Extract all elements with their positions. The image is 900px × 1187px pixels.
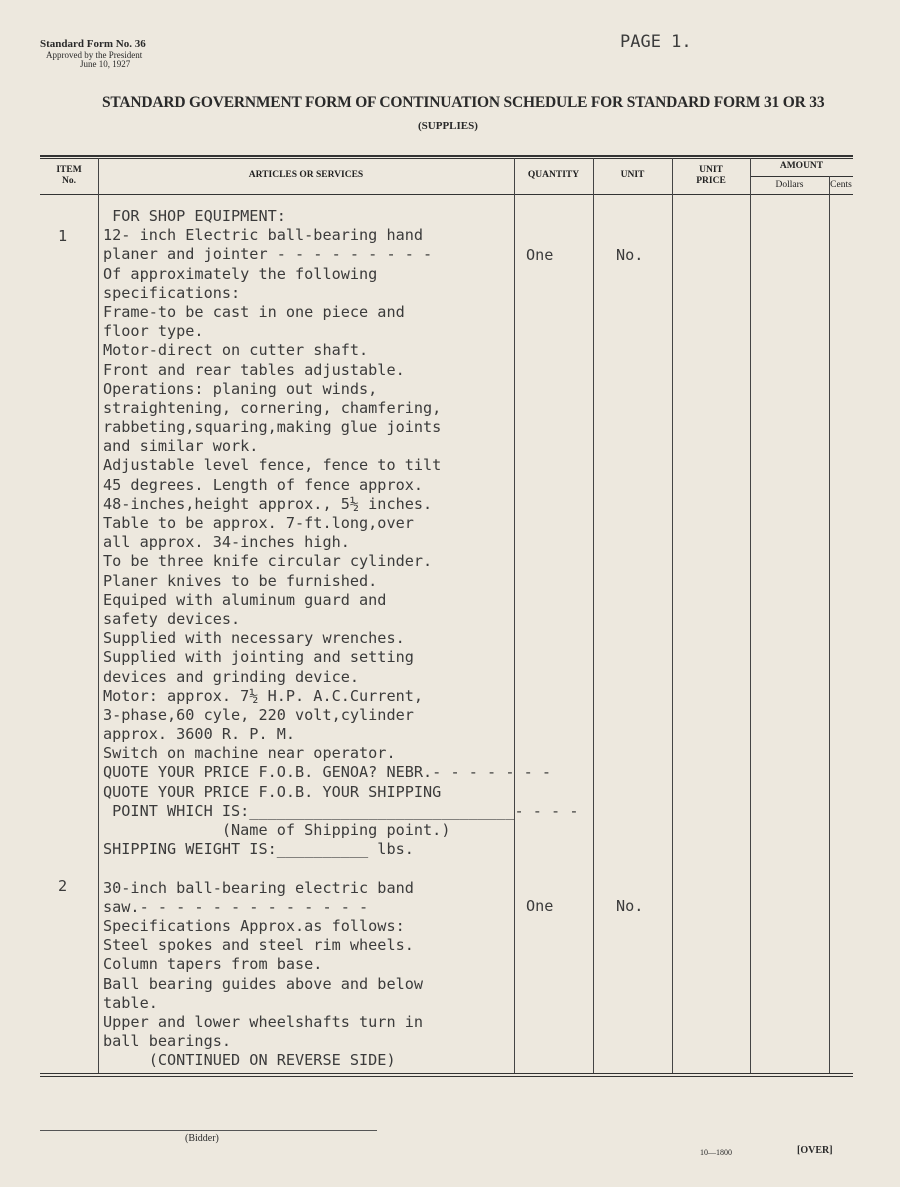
header-item: ITEM No. — [56, 165, 82, 186]
approval-date: June 10, 1927 — [80, 59, 131, 69]
description-line: To be three knife circular cylinder. — [103, 552, 433, 571]
form-print-number: 10—1800 — [700, 1148, 732, 1157]
description-line: Motor-direct on cutter shaft. — [103, 341, 369, 360]
bidder-label: (Bidder) — [185, 1133, 219, 1144]
description-line: Equiped with aluminum guard and — [103, 590, 387, 609]
description-line: 12- inch Electric ball-bearing hand — [103, 226, 424, 245]
bidder-signature-line — [40, 1130, 377, 1131]
description-line: all approx. 34-inches high. — [103, 533, 350, 552]
description-line: saw.- - - - - - - - - - - - - — [103, 897, 369, 916]
description-line: POINT WHICH IS:_____________________________- - - - — [103, 801, 579, 820]
articles-description — [103, 207, 578, 1070]
item-unit: No. — [616, 246, 644, 264]
col-divider-unit — [672, 158, 673, 1073]
form-name: Standard Form No. 36 — [40, 38, 146, 50]
form-subtitle: (SUPPLIES) — [418, 120, 478, 132]
item-unit: No. — [616, 897, 644, 915]
description-line: approx. 3600 R. P. M. — [103, 725, 296, 744]
description-line: Specifications Approx.as follows: — [103, 916, 405, 935]
table-bottom-rule — [40, 1073, 853, 1074]
description-line: 45 degrees. Length of fence approx. — [103, 475, 424, 494]
description-line: ball bearings. — [103, 1032, 232, 1051]
description-line: Column tapers from base. — [103, 955, 323, 974]
col-divider-quantity — [593, 158, 594, 1073]
header-bottom-rule — [40, 194, 853, 195]
header-dollars: Dollars — [775, 180, 804, 190]
header-cents: Cents — [830, 180, 852, 190]
description-line: Frame-to be cast in one piece and — [103, 302, 405, 321]
item-quantity: One — [526, 246, 554, 264]
description-line: Motor: approx. 7½ H.P. A.C.Current, — [103, 686, 424, 705]
description-line: Steel spokes and steel rim wheels. — [103, 936, 414, 955]
description-line: devices and grinding device. — [103, 667, 360, 686]
header-unit-price: UNIT PRICE — [696, 165, 726, 186]
description-line: and similar work. — [103, 437, 259, 456]
item-number: 1 — [58, 227, 68, 245]
item-quantity: One — [526, 897, 554, 915]
description-line: 3-phase,60 cyle, 220 volt,cylinder — [103, 705, 414, 724]
description-line: (CONTINUED ON REVERSE SIDE) — [103, 1051, 396, 1070]
description-line: Operations: planing out winds, — [103, 379, 378, 398]
description-line: 30-inch ball-bearing electric band — [103, 878, 414, 897]
table-bottom-rule-inner — [40, 1076, 853, 1077]
header-amount: AMOUNT — [779, 161, 824, 171]
description-line — [103, 859, 578, 878]
table-top-rule — [40, 155, 853, 157]
description-line: 48-inches,height approx., 5½ inches. — [103, 494, 433, 513]
form-title: STANDARD GOVERNMENT FORM OF CONTINUATION SCHEDULE FOR STANDARD FORM 31 OR 33 — [102, 94, 825, 111]
col-divider-dollars — [829, 176, 830, 1073]
description-line: rabbeting,squaring,making glue joints — [103, 418, 442, 437]
description-line: (Name of Shipping point.) — [103, 821, 451, 839]
description-line: Adjustable level fence, fence to tilt — [103, 456, 442, 475]
description-line: Front and rear tables adjustable. — [103, 360, 405, 379]
description-line: specifications: — [103, 283, 241, 302]
table-top-rule-inner — [40, 158, 853, 159]
header-quantity: QUANTITY — [527, 170, 580, 180]
over-label: [OVER] — [797, 1145, 833, 1156]
description-line: table. — [103, 993, 158, 1012]
description-line: floor type. — [103, 322, 204, 341]
description-line: QUOTE YOUR PRICE F.O.B. YOUR SHIPPING — [103, 782, 442, 801]
description-line: Ball bearing guides above and below — [103, 974, 424, 993]
description-line: Planer knives to be furnished. — [103, 571, 378, 590]
amount-divider — [750, 176, 853, 177]
description-line: Upper and lower wheelshafts turn in — [103, 1012, 424, 1031]
approval-note: Approved by the President — [46, 50, 143, 60]
description-line: Switch on machine near operator. — [103, 744, 396, 763]
col-divider-item — [98, 158, 99, 1073]
description-line: Supplied with necessary wrenches. — [103, 629, 405, 648]
description-line: planer and jointer - - - - - - - - - — [103, 245, 433, 264]
description-line: straightening, cornering, chamfering, — [103, 398, 442, 417]
description-line: QUOTE YOUR PRICE F.O.B. GENOA? NEBR.- - - - - - - — [103, 763, 552, 782]
header-unit: UNIT — [620, 170, 645, 180]
description-line: Supplied with jointing and setting — [103, 648, 414, 667]
description-line: SHIPPING WEIGHT IS:__________ lbs. — [103, 840, 414, 859]
description-line: Of approximately the following — [103, 264, 378, 283]
item-number: 2 — [58, 877, 68, 895]
page-number: PAGE 1. — [620, 32, 692, 52]
description-line: safety devices. — [103, 609, 241, 628]
col-divider-unit-price — [750, 158, 751, 1073]
description-line: FOR SHOP EQUIPMENT: — [103, 207, 286, 225]
header-articles: ARTICLES OR SERVICES — [248, 170, 364, 180]
description-line: Table to be approx. 7-ft.long,over — [103, 514, 414, 532]
